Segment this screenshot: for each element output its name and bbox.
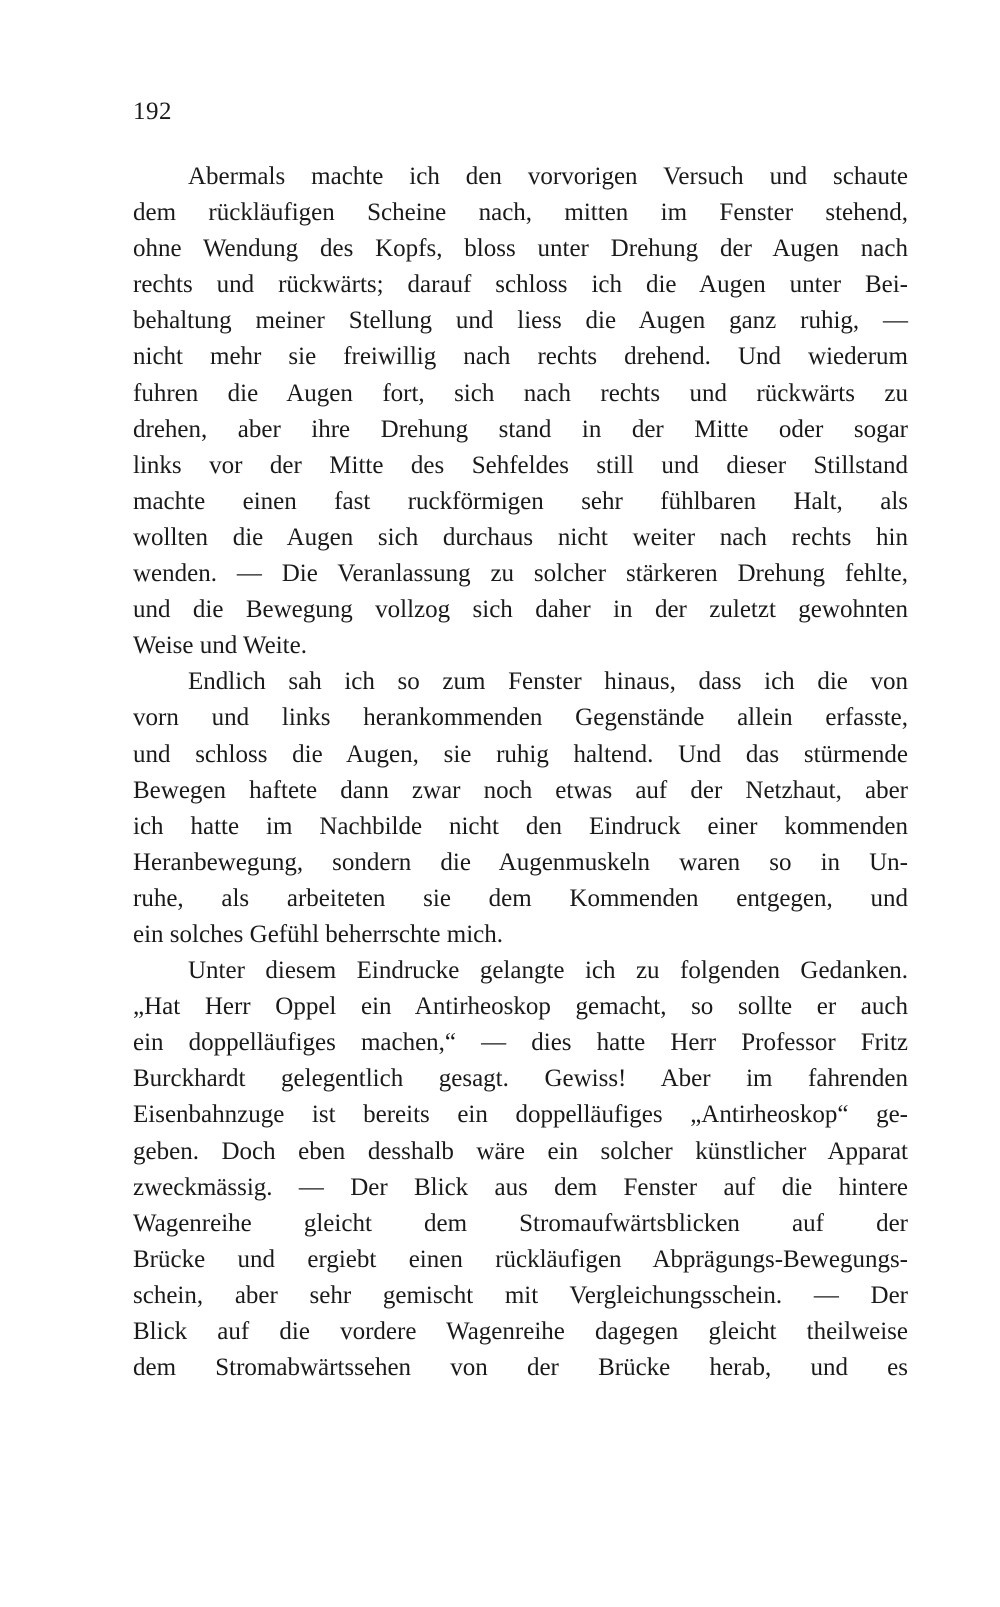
text-line: Blick auf die vordere Wagenreihe dagegen gleicht theilweise xyxy=(133,1318,908,1345)
text-line: dem rückläufigen Scheine nach, mitten im Fenster stehend, xyxy=(133,199,908,227)
text-line: Eisenbahnzuge ist bereits ein doppelläufiges „Antirheoskop“ ge- xyxy=(133,1101,908,1129)
text-line: Brücke und ergiebt einen rückläufigen Abprägungs-Bewegungs- xyxy=(133,1245,908,1273)
text-line: und schloss die Augen, sie ruhig haltend. Und das stürmende xyxy=(133,740,908,768)
text-line: links vor der Mitte des Sehfeldes still und dieser Stillstand xyxy=(133,451,908,479)
text-line: Endlich sah ich so zum Fenster hinaus, dass ich die von xyxy=(188,668,908,696)
text-line: „Hat Herr Oppel ein Antirheoskop gemacht, so sollte er auch xyxy=(133,993,908,1021)
text-line: drehen, aber ihre Drehung stand in der Mitte oder sogar xyxy=(133,415,908,443)
text-line: vorn und links herankommenden Gegenstände allein erfasste, xyxy=(133,704,908,732)
text-line: wollten die Augen sich durchaus nicht weiter nach rechts hin xyxy=(133,523,908,551)
text-line: Burckhardt gelegentlich gesagt. Gewiss! Aber im fahrenden xyxy=(133,1065,908,1093)
text-line: machte einen fast ruckförmigen sehr fühlbaren Halt, als xyxy=(133,487,908,515)
text-line: nicht mehr sie freiwillig nach rechts drehend. Und wiederum xyxy=(133,343,908,371)
text-line: Bewegen haftete dann zwar noch etwas auf der Netzhaut, aber xyxy=(133,776,908,804)
text-line: ein solches Gefühl beherrschte mich. xyxy=(133,920,504,948)
text-line: schein, aber sehr gemischt mit Vergleichungsschein. — Der xyxy=(133,1281,908,1309)
body-text xyxy=(133,159,908,1386)
text-line: fuhren die Augen fort, sich nach rechts und rückwärts zu xyxy=(133,379,908,407)
text-line: Abermals machte ich den vorvorigen Versuch und schaute xyxy=(188,163,908,190)
text-line: Unter diesem Eindrucke gelangte ich zu folgenden Gedanken. xyxy=(188,957,908,985)
text-line: ruhe, als arbeiteten sie dem Kommenden entgegen, und xyxy=(133,884,908,912)
text-line: ein doppelläufiges machen,“ — dies hatte Herr Professor Fritz xyxy=(133,1029,908,1057)
text-line: ohne Wendung des Kopfs, bloss unter Drehung der Augen nach xyxy=(133,235,908,263)
text-line: wenden. — Die Veranlassung zu solcher stärkeren Drehung fehlte, xyxy=(133,560,908,588)
text-line: dem Stromabwärtssehen von der Brücke herab, und es xyxy=(133,1354,908,1382)
text-line: geben. Doch eben desshalb wäre ein solcher künstlicher Apparat xyxy=(133,1137,908,1165)
text-line: ich hatte im Nachbilde nicht den Eindruck einer kommenden xyxy=(133,812,908,840)
text-line: Heranbewegung, sondern die Augenmuskeln waren so in Un- xyxy=(133,848,908,876)
text-line: und die Bewegung vollzog sich daher in der zuletzt gewohnten xyxy=(133,596,908,624)
text-line: behaltung meiner Stellung und liess die Augen ganz ruhig, — xyxy=(133,307,908,335)
text-line: zweckmässig. — Der Blick aus dem Fenster auf die hintere xyxy=(133,1173,908,1201)
text-line: rechts und rückwärts; darauf schloss ich die Augen unter Bei- xyxy=(133,271,908,299)
text-line: Weise und Weite. xyxy=(133,632,307,660)
page-number: 192 xyxy=(133,98,172,125)
text-line: Wagenreihe gleicht dem Stromaufwärtsblicken auf der xyxy=(133,1209,908,1237)
